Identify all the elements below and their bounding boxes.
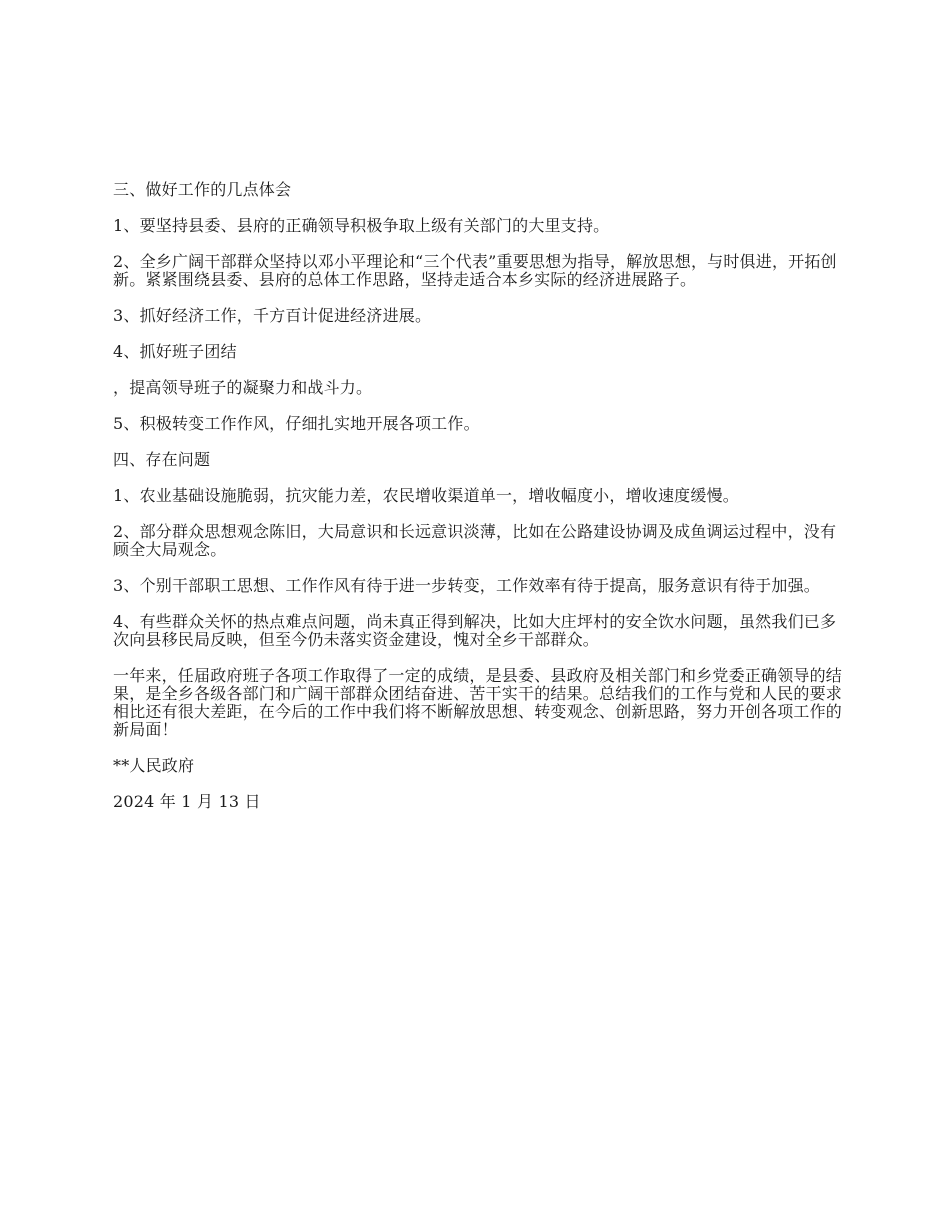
paragraph-conclusion: 一年来，任届政府班子各项工作取得了一定的成绩，是县委、县政府及相关部门和乡党委正确领导的结果，是全乡各级各部门和广阔干部群众团结奋进、苦干实干的结果。总结我们的工作与党和人民的要求相比还有很大差距，在今后的工作中我们将不断解放思想、转变观念、创新思路，努力开创各项工作的新局面！ bbox=[113, 666, 843, 739]
signature-date: 2024 年 1 月 13 日 bbox=[113, 792, 261, 811]
section-heading-experience: 三、做好工作的几点体会 bbox=[113, 180, 292, 199]
paragraph-experience-5: 5、积极转变工作作风，仔细扎实地开展各项工作。 bbox=[113, 414, 480, 433]
paragraph-experience-3: 3、抓好经济工作，千方百计促进经济进展。 bbox=[113, 306, 432, 325]
document-body bbox=[113, 181, 843, 829]
paragraph-problem-4: 4、有些群众关怀的热点难点问题，尚未真正得到解决，比如大庄坪村的安全饮水问题，虽然我们已多次向县移民局反映，但至今仍未落实资金建设，愧对全乡干部群众。 bbox=[113, 612, 837, 649]
section-heading-problems: 四、存在问题 bbox=[113, 450, 211, 469]
paragraph-problem-3: 3、个别干部职工思想、工作作风有待于进一步转变，工作效率有待于提高，服务意识有待于加强。 bbox=[113, 576, 820, 595]
paragraph-experience-1: 1、要坚持县委、县府的正确领导积极争取上级有关部门的大里支持。 bbox=[113, 216, 610, 235]
paragraph-problem-2: 2、部分群众思想观念陈旧，大局意识和长远意识淡薄，比如在公路建设协调及成鱼调运过程中，没有顾全大局观念。 bbox=[113, 522, 837, 559]
paragraph-experience-4: 4、抓好班子团结 bbox=[113, 342, 237, 361]
paragraph-experience-2: 2、全乡广阔干部群众坚持以邓小平理论和“三个代表”重要思想为指导，解放思想，与时俱进，开拓创新。紧紧围绕县委、县府的总体工作思路，坚持走适合本乡实际的经济进展路子。 bbox=[113, 252, 837, 289]
signature-organization: **人民政府 bbox=[113, 756, 195, 775]
paragraph-problem-1: 1、农业基础设施脆弱，抗灾能力差，农民增收渠道单一，增收幅度小，增收速度缓慢。 bbox=[113, 486, 739, 505]
paragraph-experience-4-continued: ，提高领导班子的凝聚力和战斗力。 bbox=[113, 378, 373, 397]
